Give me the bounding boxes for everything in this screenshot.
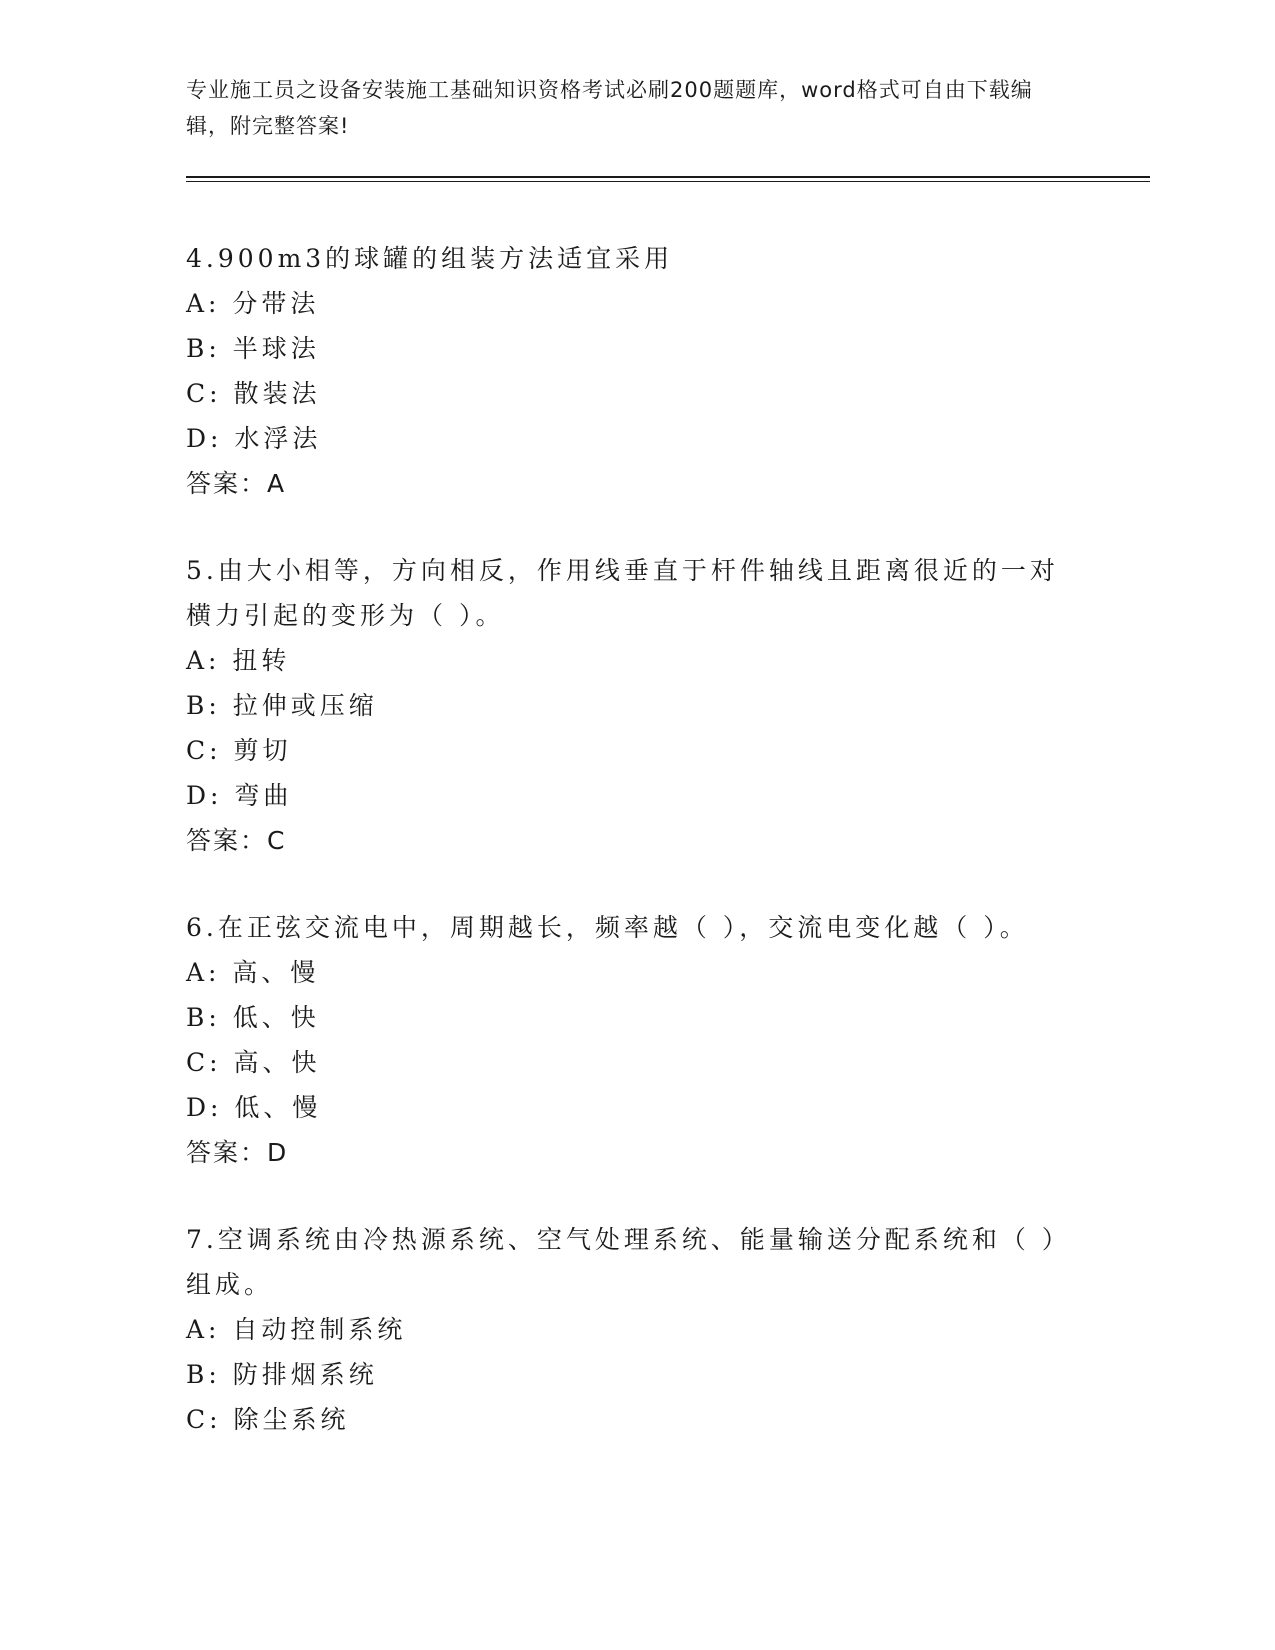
question-7: [186, 1217, 1066, 1442]
option-d: D: 弯曲: [186, 781, 293, 810]
question-text: 5.由大小相等，方向相反，作用线垂直于杆件轴线且距离很近的一对横力引起的变形为（ ）。: [186, 556, 1059, 630]
question-text: 4.900m3的球罐的组装方法适宜采用: [186, 244, 674, 273]
option-d: D: 低、慢: [186, 1093, 322, 1122]
document-header: 专业施工员之设备安装施工基础知识资格考试必刷200题题库，word格式可自由下载编辑，附完整答案!: [186, 78, 1033, 138]
answer: 答案：C: [186, 826, 287, 855]
header-divider-thick: [186, 176, 1150, 178]
option-a: A: 高、慢: [186, 958, 320, 987]
option-b: B: 半球法: [186, 334, 320, 363]
question-6: [186, 905, 1066, 1175]
question-text: 7.空调系统由冷热源系统、空气处理系统、能量输送分配系统和（ ）组成。: [186, 1225, 1059, 1299]
option-d: D: 水浮法: [186, 424, 322, 453]
option-c: C: 剪切: [186, 736, 292, 765]
option-c: C: 除尘系统: [186, 1405, 350, 1434]
option-a: A: 自动控制系统: [186, 1315, 407, 1344]
answer: 答案：D: [186, 1138, 289, 1167]
answer: 答案：A: [186, 469, 287, 498]
question-4: [186, 236, 1066, 506]
question-text: 6.在正弦交流电中，周期越长，频率越（ ），交流电变化越（ ）。: [186, 913, 1029, 942]
option-b: B: 防排烟系统: [186, 1360, 378, 1389]
question-5: [186, 548, 1066, 863]
option-c: C: 高、快: [186, 1048, 321, 1077]
option-b: B: 拉伸或压缩: [186, 691, 378, 720]
option-c: C: 散装法: [186, 379, 321, 408]
option-b: B: 低、快: [186, 1003, 320, 1032]
option-a: A: 分带法: [186, 289, 320, 318]
option-a: A: 扭转: [186, 646, 291, 675]
header-divider-thin: [186, 181, 1150, 182]
question-list: [186, 236, 1066, 1484]
